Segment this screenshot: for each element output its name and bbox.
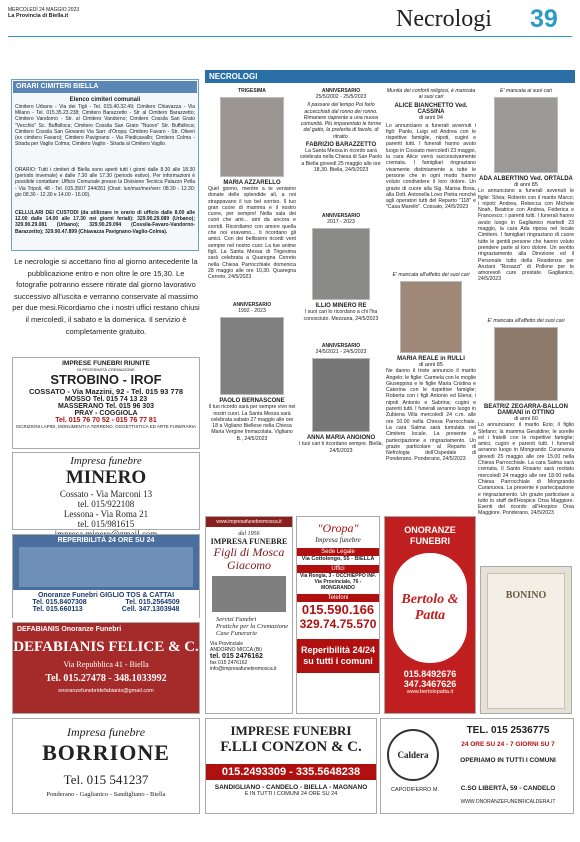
ad-conzon-name: F.LLI CONZON & C. xyxy=(220,739,362,755)
ad-giglio-l2: Tel. 015.2564509 xyxy=(125,599,180,606)
ad-borrione-top: Impresa funebre xyxy=(66,725,146,739)
ad-bertolo-url: www.bertolopatta.it xyxy=(406,689,454,695)
ad-mosca-since: dal 1956 xyxy=(238,531,260,537)
ad-borrione-name: BORRIONE xyxy=(42,740,170,765)
obit-reale-age: di anni 85 xyxy=(419,362,443,369)
ad-defabianis-l2: Tel. 015.27478 - 348.1033992 xyxy=(45,673,167,684)
ad-bonino-name: BONINO xyxy=(505,590,547,601)
ad-caldera-addr2: C.SO LIBERTÀ, 59 - CANDELO xyxy=(460,785,556,792)
obit-bianchetto xyxy=(386,88,476,211)
ad-mosca-url: www.impresafunebremosca.it xyxy=(206,517,292,527)
ad-strobino-l4: PRAY - COGGIOLA xyxy=(74,410,138,417)
ad-borrione-l1: Tel. 015 541237 xyxy=(63,772,149,787)
obit-zegarra-name: BEATRIZ ZEGARRA-BALLON DAMIANI in OTTINO xyxy=(484,404,568,417)
obit-reale xyxy=(386,272,476,463)
ad-strobino-l3: MASSERANO Tel. 015 96 303 xyxy=(58,403,154,410)
ad-mosca-top: IMPRESA FUNEBRE xyxy=(210,537,288,546)
obit-angiono-top: ANNIVERSARIO xyxy=(321,343,361,349)
ad-bertolo xyxy=(384,516,476,714)
ad-mosca-s1: Servizi Funebri xyxy=(216,616,257,623)
ad-conzon-top: IMPRESE FUNEBRI xyxy=(230,723,352,738)
obit-albertino-photo xyxy=(494,97,558,173)
ad-minero-l3: Lessona - Via Roma 21 xyxy=(63,509,149,519)
ad-bertolo-t2: 347.3467626 xyxy=(403,679,457,689)
ad-oropa-a3: Via Provinciale, 76 - MONGRANDO xyxy=(314,579,362,591)
ad-oropa xyxy=(296,516,380,714)
obit-minero-years: 2017 - 2023 xyxy=(327,219,355,225)
obit-bianchetto-text: Lo annunciano a funerali avvenuti i figli: Paolo, Luigi ed Andrea con le rispettive famiglie, nipoti, cugini e parenti tutti. I funerali hanno avuto luogo in Cossato mercoledì 23 maggio, la cara Alice verrà successivamente cremata. I famigliari ringraziano vivamente distintamente a tutte le persone che in ogni modo hanno voluto condividere il loro dolore. Un grazie di cuore alla Sig. Marisa Bosa, alla Dott. Antonella Lovo Pietra nonché agli operatori tutti del Reparto "118" e "Casa Marello". Cossato, 24/5/2023 xyxy=(386,122,476,211)
obit-bianchetto-age: di anni 94 xyxy=(419,114,443,121)
ad-caldera xyxy=(380,718,574,814)
obit-albertino-text: Lo annunciano a funerali avvenuti le figlie: Silvia; Roberto con il marito Marco; i nipoti: Andrea, Rebecca con Michele Noah, Beatrice con Andrea, Federica e Francesco; i parenti tutti. I funerali hanno avuto luogo in Gaglianico martedì 23 maggio, la cara Ada riposa nel locale Cimitero. I famigliari ringraziano di cuore tutte le gentili persone che hanno voluto prendere parte al loro dolore. Un sentito ringraziamento alla Direzione ed il Personale tutto della Residenza per Anziani "Rosazzi" di Pollone per le amorevoli cure prestate. Gaglianico, 24/5/2023 xyxy=(478,188,574,283)
ad-oropa-r: Reperibilità 24/24 su tutti i comuni xyxy=(297,639,379,673)
ad-conzon-tel: 015.2493309 - 335.5648238 xyxy=(206,764,376,780)
ad-defabianis-name: DEFABIANIS FELICE & C. xyxy=(13,639,199,655)
ad-bertolo-top: ONORANZE FUNEBRI xyxy=(404,525,456,546)
obit-angiono-text: I tuoi cari ti ricordano sempre. Biella, 24/5/2023 xyxy=(299,441,383,454)
ad-minero-l4: tel. 015/981615 xyxy=(77,519,135,529)
ad-oropa-a1: Via Cottolengo, 55 - BIELLA xyxy=(301,556,375,562)
ad-bertolo-t1: 015.8492676 xyxy=(403,669,457,679)
ad-caldera-addr1: CAPODIFERRO M. xyxy=(391,787,439,793)
obit-reale-text: Ne danno il triste annuncio il marito Angelo; le figlie: Carmela con le moglie Giuseppina e le figlie Maria Cristina e Caterina con le rispettive famiglie; Roberta con i figli Antonio ed Elena; i nipoti Antonio e Sabrina; cugini e parenti tutti. I funerali avranno luogo in Zubiena Villa mercoledì 24 c.m. alle ore 10.00 nella Chiesa Parrocchiale. La cara Salma sarà tumulata nel Cimitero locale. La presente è partecipazione e ringraziamento. Un grazie particolare al Reparto di Nefrologia dell'Ospedale di Ponderano. Ponderano, 24/5/2023 xyxy=(386,368,476,463)
obit-zegarra-top: E' mancata all'affetto dei suoi cari xyxy=(487,318,565,324)
ad-caldera-logo xyxy=(387,729,439,781)
obit-bianchetto-name: ALICE BIANCHETTO Ved. CASSINA xyxy=(394,102,468,115)
ad-mosca-l4: fax 015 2476162 xyxy=(210,660,248,666)
ad-mosca xyxy=(205,516,293,714)
ad-strobino-l1: COSSATO - Via Mazzini, 92 - Tel. 015 93 778 xyxy=(28,387,184,396)
obit-albertino-age: di anni 85 xyxy=(514,182,538,189)
obit-azzarello-text: Quel giorno, mentre a te veniamo donate delle splendide ali, a noi strappavano il tuo bel sorriso. Il tuo gran cuore di mamma e il nostro cuore, per sempre! Nella sala dei cuori che ami... ami da ancora e sorridi. Ricordiamo con amore quella che noi eravamo... ti ricordano gli amici. Con dei bellissimi ricordi vent sempre nel nostro cuor. La tue anime figli. La Santa Messa di Trigesima sarà celebrata a Quaregna Cerreto nella Chiesa Parrocchiale domenica 28 maggio alle ore 10,30. Quaregna Cerreto, 24/5/2023 xyxy=(208,186,296,281)
ad-defabianis xyxy=(12,622,200,714)
ad-caldera-web: WWW.ONORANZEFUNEBRICALDERA.IT xyxy=(460,799,556,805)
ad-defabianis-top: DEFABIANIS Onoranze Funebri xyxy=(17,626,122,633)
ad-mosca-s2: Pratiche per la Cremazione xyxy=(216,623,289,630)
ad-oropa-s2: Uffici xyxy=(297,565,379,573)
obit-bernascone-text: Il tuo ricordo sarà per sempre vivo nei nostri cuori. La Santa Messa sarà celebrata sabato 27 maggio alle ore 18 a Vigliano Biellese nella Chiesa Maria Vergine Immacolata. Vigliano B., 24/5/2023 xyxy=(208,404,296,442)
ad-strobino-l2: MOSSO Tel. 015 74 13 23 xyxy=(64,396,148,403)
ad-minero-name: MINERO xyxy=(65,467,147,488)
ad-conzon xyxy=(205,718,377,814)
ad-strobino-name: STROBINO - IROF xyxy=(50,372,162,387)
ad-bertolo-logo xyxy=(393,553,467,663)
obit-reale-top: E' mancata all'affetto dei suoi cari xyxy=(392,272,470,278)
ad-giglio xyxy=(12,534,200,618)
ad-defabianis-l1: Via Repubblica 41 - Biella xyxy=(63,660,149,669)
header-date: MERCOLEDÌ 24 MAGGIO 2023 xyxy=(8,7,80,13)
obit-bernascone-top: ANNIVERSARIO xyxy=(232,302,272,308)
obit-barazzetto xyxy=(298,88,384,173)
orari-subtitle: Elenco cimiteri comunali xyxy=(69,97,141,103)
obit-albertino xyxy=(478,88,574,283)
obit-barazzetto-name: FABRIZIO BARAZZETTO xyxy=(305,142,377,149)
ad-giglio-l1: Tel. 015.8407308 xyxy=(32,599,87,606)
obit-angiono-name: ANNA MARIA ANGIONO xyxy=(306,435,376,442)
ad-mosca-l1: Via Provinciale xyxy=(210,641,243,647)
ad-mosca-s3: Case Funerarie xyxy=(216,630,257,637)
ad-strobino-sub: DI PROSSIMITÀ CREMAZIONE xyxy=(77,367,135,372)
section-title: Necrologi xyxy=(396,6,492,32)
ad-oropa-a2: Via Rongia, 3 - OCCHIEPPO INF. xyxy=(299,573,377,579)
obit-reale-photo xyxy=(400,281,462,353)
obit-zegarra-age: di anni 60 xyxy=(514,416,538,423)
orari-orario: ORARIO: Tutti i cimiteri di Biella sono aperti tutti i giorni dalle 8.30 alle 18.30 (periodo invernale) e dalle 7.30 alle 17.30 (periodo estivo). Per informazioni è possibile contattare: Ufficio Comunale presso la Divisione Tecnica Palazzo Pella - Via Tripoli, 48 - Tel. 015.3507 244/261 (Orari: lun/mar/mer/ven: 08.30 - 12.30; gio 08.30 - 12.30 e 14.00 - 16.00). xyxy=(15,167,195,198)
ad-oropa-s1: Sede Legale xyxy=(297,548,379,556)
ad-defabianis-l3: onoranzefunebridefabianis@gmail.com xyxy=(58,688,154,694)
ad-bertolo-name: Bertolo & Patta xyxy=(401,592,459,623)
obit-barazzetto-top: ANNIVERSARIO xyxy=(321,88,361,94)
obit-azzarello-top: TRIGESIMA xyxy=(238,88,266,94)
ad-mosca-l3: tel. 015 2476162 xyxy=(210,653,263,660)
obit-bernascone-name: PAOLO BERNASCONE xyxy=(219,398,285,405)
ad-conzon-l2: E IN TUTTI I COMUNI 24 ORE SU 24 xyxy=(244,791,338,797)
obit-minero xyxy=(298,213,384,322)
ad-mosca-l2: ANDORNO MICCA (Bi) xyxy=(210,647,262,653)
obit-azzarello-name: MARIA AZZARELLO xyxy=(223,180,281,186)
obit-zegarra-text: Lo annunciano: il marito Ezio; il figlio Stefano; la mamma Geraldine; le sorelle ed i fratelli con le rispettive famiglie; amici, cugini e parenti tutti. I funerali avranno luogo in Mongrando Curanuova giovedì 25 maggio alle ore 15.00 nella Chiesa Parrocchiale. La cara Salma sarà cremata. Il Santo Rosario sarà recitato mercoledì 24 maggio alle ore 18.00 nella Chiesa Parrocchiale di Mongrando Curanuova. La presente è partecipazione e ringraziamento. Un grazie particolare a tutto lo staff dell'Hospice Orsa Maggiore. Esenti del ricordo all'Hospice Orsa Maggiore. Ponderano, 24/5/2023 xyxy=(478,422,574,517)
ad-strobino xyxy=(12,357,200,449)
ad-strobino-l5: Tel. 015 76 70 52 - 015 76 77 81 xyxy=(55,417,157,424)
ad-oropa-t1: 015.590.166 xyxy=(301,602,375,617)
policy-text: Le necrologie si accettano fino al giorno antecedente la pubblicazione entro e non oltre le ore 15,30. Le fotografie potranno essere ritirate dal giorno lavorativo successivo all'uscita e verranno conservate al massimo per due mesi.Ricordiamo che i nostri uffici restano chiusi il mercoledì, il sabato e la domenica. Il servizio è completamente gratuito. xyxy=(12,257,200,336)
ad-minero-l2: tel. 015/922108 xyxy=(77,499,135,509)
ad-bonino xyxy=(480,566,572,714)
ad-caldera-tel: TEL. 015 2536775 xyxy=(466,725,550,736)
obit-angiono xyxy=(298,343,384,454)
ad-conzon-l1: SANDIGLIANO - CANDELO - BIELLA - MAGNANO xyxy=(214,784,368,791)
obit-bernascone-years: 1992 - 2023 xyxy=(238,308,266,314)
obit-barazzetto-text: La Santa Messa in ricordo sarà celebrata nella Chiesa di San Paolo a Biella giovedì 25 maggio alle ore 18,30. Biella, 24/5/2023 xyxy=(299,148,383,173)
obit-angiono-photo xyxy=(312,358,370,432)
ad-borrione xyxy=(12,718,200,814)
obit-barazzetto-poem: Il passare del tempo Poi farlo accecchiati dal ronno dei ronno. Rimanere riaprente a una nuova comunità. Più imparentato le forme del gatto, la preferita di favolo, di ritratto. xyxy=(300,102,382,140)
necrologi-banner: NECROLOGI xyxy=(205,70,575,83)
obit-zegarra xyxy=(478,318,574,517)
obit-zegarra-photo xyxy=(494,327,558,401)
orari-title: ORARI CIMITERI BIELLA xyxy=(13,81,197,93)
obit-barazzetto-years: 25/5/2002 - 25/5/2023 xyxy=(315,94,367,100)
page-number: 39 xyxy=(530,5,558,33)
ad-mosca-name: Figli di Mosca Giacomo xyxy=(213,545,285,572)
obit-bernascone xyxy=(208,302,296,442)
ad-giglio-top: REPERIBILITÀ 24 ORE SU 24 xyxy=(57,537,155,544)
obit-angiono-years: 24/5/2021 - 24/5/2023 xyxy=(315,349,367,355)
obit-minero-photo xyxy=(312,228,370,300)
ad-giglio-photo xyxy=(19,547,193,587)
ad-minero xyxy=(12,452,200,530)
ad-oropa-t2: 329.74.75.570 xyxy=(299,617,377,631)
ad-oropa-s3: Telefoni xyxy=(297,594,379,602)
ad-mosca-photo xyxy=(212,576,286,612)
obit-albertino-top: E' mancata ai suoi cari xyxy=(499,88,553,94)
ad-giglio-l4: Cell. 347.1303948 xyxy=(121,606,180,613)
ad-giglio-name: Onoranze Funebri GIGLIO TOS & CATTAI xyxy=(37,592,175,599)
ad-borrione-l2: Ponderano - Gaglianico - Sandigliano - Biella xyxy=(46,791,166,798)
orari-custodi: CELLULARI DEI CUSTODI (da utilizzare in orario di ufficio dalle 8.00 alle 12.00 dalle 14.00 alle 17.30 nei giorni feriali): 329.90.29.089 (Urbano); 329.90.29.081 (Urbano); 329.90.29.094 (Cossila-Favaro-Vandorno- Barazzetto); 329.90.47.899 (Chiavazza Pavignano-Vaglio-Colma). xyxy=(15,210,195,235)
ad-strobino-top: IMPRESE FUNEBRI RIUNITE xyxy=(62,360,150,367)
obit-albertino-name: ADA ALBERTINO Ved. ORTALDA xyxy=(479,176,573,183)
ad-oropa-sub: Impresa funebre xyxy=(315,536,361,544)
obit-minero-name: ILLIO MINERO RE xyxy=(315,303,367,310)
orari-body: Cimitero Urbano - Via dei Tigli - Tel. 015.40.32.49; Cimitero Chiavazza - Via Milano - Tel. 015.35.23.238; Cimitero Barazzetto - Str al Cimitero Barazzetto; Cimitero Vandorno - Str. al Cimitero Vandorno; Cimitero Cossila San Grato "Vecchio" Sc. Buffalloca; Cimitero Cossila San Grato "Nuovo" Str. Buffalloca; Cimitero Cossila San Giovanni Via Sarr. d'Oropa; Cimitero Favaro - Str. Oliveri (ex cimitero Favaro); Cimitero Pavignano - Via Piedicavallo; Cimitero Colma - Strada per Vaglio Colma; Cimitero Vaglio - Strada al Cimitero Vaglio. xyxy=(15,104,195,148)
header-paper: La Provincia di Biella.it xyxy=(8,13,69,19)
ad-mosca-l5: info@impresafunebremosca.it xyxy=(210,666,277,672)
obit-minero-top: ANNIVERSARIO xyxy=(321,213,361,219)
obit-bianchetto-top: Munita dei conforti religiosi, è mancata ai suoi cari xyxy=(386,88,476,101)
obit-azzarello xyxy=(208,88,296,286)
obit-minero-text: I suoi cari lo ricordano a chi l'ha conosciuto. Mezzana, 24/5/2023 xyxy=(303,309,379,322)
obit-azzarello-photo xyxy=(220,97,284,177)
ad-caldera-h: 24 ORE SU 24 - 7 GIORNI SU 7 xyxy=(461,741,555,748)
obit-bernascone-photo xyxy=(220,317,284,395)
ad-strobino-l6: ISCRIZIONI LAPIDI, MONUMENTI A TERRENO, OGGETTISTICA ED ARTE FUNERARIA xyxy=(15,424,197,429)
ad-minero-l1: Cossato - Via Marconi 13 xyxy=(59,489,153,499)
ad-giglio-l3: Tel. 015.660113 xyxy=(32,606,83,613)
ad-oropa-top: "Oropa" xyxy=(317,521,359,535)
ad-caldera-name: Caldera xyxy=(397,750,429,760)
ad-minero-top: Impresa funebre xyxy=(70,455,142,467)
header-rule xyxy=(8,36,572,37)
ad-caldera-op: OPERIAMO IN TUTTI I COMUNI xyxy=(460,757,556,764)
obit-reale-name: MARIA REALE in RULLI xyxy=(397,356,465,363)
